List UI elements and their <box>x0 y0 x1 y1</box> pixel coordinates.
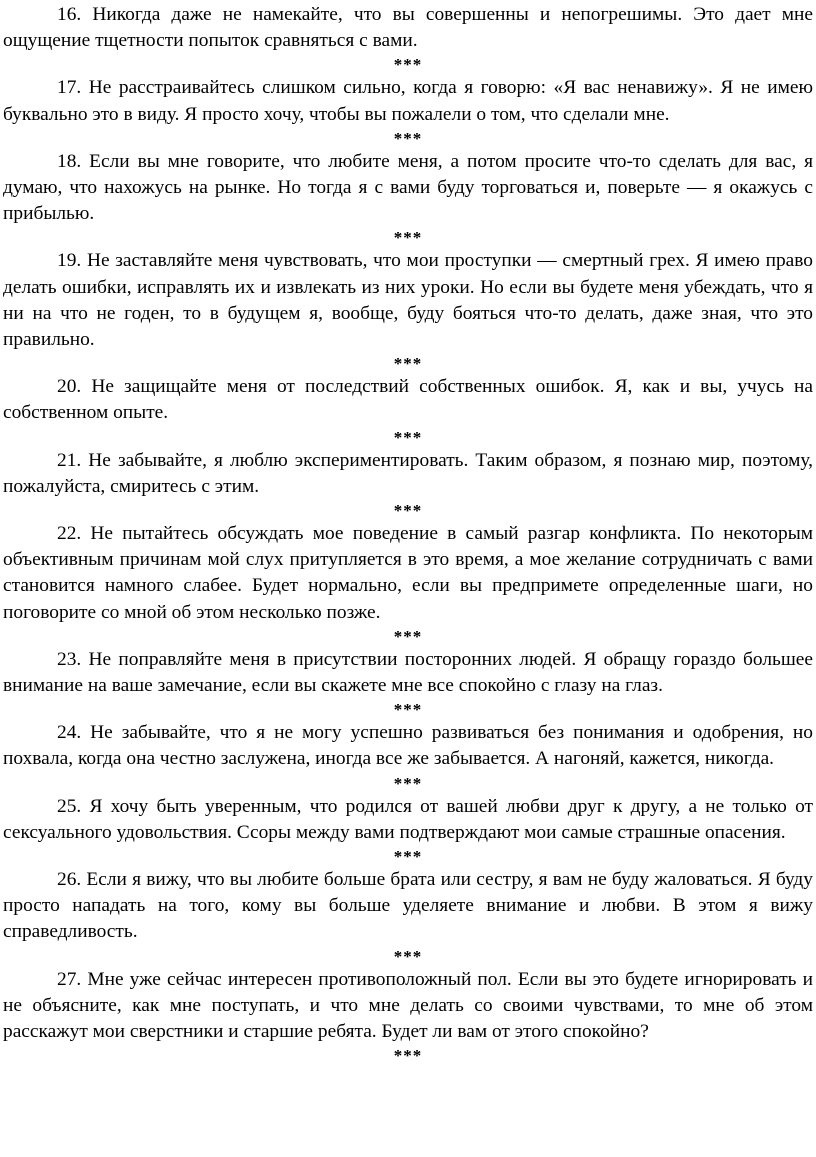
separator: *** <box>393 626 423 646</box>
separator: *** <box>393 773 423 793</box>
paragraph-16: 16. Никогда даже не намекайте, что вы совершенны и непогрешимы. Это дает мне ощущение тщетности попыток сравняться с вами. <box>3 4 813 52</box>
paragraph-17: 17. Не расстраивайтесь слишком сильно, когда я говорю: «Я вас ненавижу». Я не имею буквально это в виду. Я просто хочу, чтобы вы пожалели о том, что сделали мне. <box>3 77 813 125</box>
separator: *** <box>393 354 423 374</box>
separator: *** <box>393 228 423 248</box>
paragraph-27: 27. Мне уже сейчас интересен противоположный пол. Если вы это будете игнорировать и не объясните, как мне поступать, и что мне делать со своими чувствами, то мне об этом расскажут мои сверстники и старшие ребята. Будет ли вам от этого спокойно? <box>3 968 813 1043</box>
separator: *** <box>393 427 423 447</box>
separator: *** <box>393 946 423 966</box>
paragraph-25: 25. Я хочу быть уверенным, что родился от вашей любви друг к другу, а не только от сексуального удовольствия. Ссоры между вами подтверждают мои самые страшные опасения. <box>3 795 813 843</box>
paragraph-18: 18. Если вы мне говорите, что любите меня, а потом просите что-то сделать для вас, я думаю, что нахожусь на рынке. Но тогда я с вами буду торговаться и, поверьте — я окажусь с прибылью. <box>3 150 813 225</box>
paragraph-23: 23. Не поправляйте меня в присутствии посторонних людей. Я обращу гораздо большее внимание на ваше замечание, если вы скажете мне все спокойно с глазу на глаз. <box>3 648 813 697</box>
separator: *** <box>393 1046 423 1066</box>
separator: *** <box>393 847 423 867</box>
paragraph-20: 20. Не защищайте меня от последствий собственных ошибок. Я, как и вы, учусь на собственном опыте. <box>3 376 813 424</box>
paragraph-26: 26. Если я вижу, что вы любите больше брата или сестру, я вам не буду жаловаться. Я буду просто нападать на того, кому вы больше уделяете внимание и любви. В этом я вижу справедливость. <box>3 869 813 943</box>
separator: *** <box>393 501 423 521</box>
separator: *** <box>393 128 423 148</box>
paragraph-19: 19. Не заставляйте меня чувствовать, что мои проступки — смертный грех. Я имею право делать ошибки, исправлять их и извлекать из них уроки. Но если вы будете меня убеждать, что я ни на что не годен, то в будущем я, вообще, буду бояться что-то делать, даже зная, что это правильно. <box>3 250 813 351</box>
separator: *** <box>393 700 423 720</box>
paragraph-22: 22. Не пытайтесь обсуждать мое поведение в самый разгар конфликта. По некоторым объективным причинам мой слух притупляется в это время, а мое желание сотрудничать с вами становится намного слабее. Будет нормально, если вы предпримете определенные шаги, но поговорите со мной об этом несколько позже. <box>3 523 813 623</box>
separator: *** <box>393 55 423 75</box>
paragraph-21: 21. Не забывайте, я люблю экспериментировать. Таким образом, я познаю мир, поэтому, пожалуйста, смиритесь с этим. <box>3 449 813 497</box>
paragraph-24: 24. Не забывайте, что я не могу успешно развиваться без понимания и одобрения, но похвала, когда она честно заслужена, иногда все же забывается. А нагоняй, кажется, никогда. <box>3 722 813 770</box>
